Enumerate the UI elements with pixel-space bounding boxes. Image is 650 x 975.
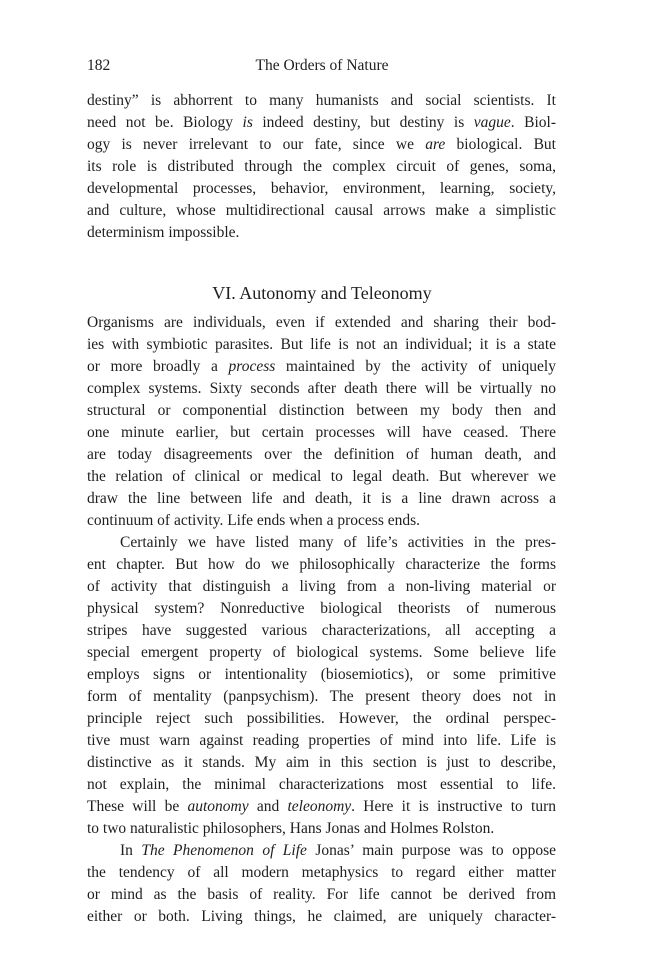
text-line: continuum of activity. Life ends when a process ends. bbox=[87, 512, 421, 529]
italic-phrase: autonomy bbox=[187, 798, 249, 815]
text-line bbox=[120, 840, 556, 862]
section-heading: VI. Autonomy and Teleonomy bbox=[212, 283, 432, 303]
text-run: . Biol- bbox=[510, 114, 556, 131]
italic-phrase: The Phenomenon of Life bbox=[141, 842, 307, 859]
text-line bbox=[87, 134, 556, 156]
text-run: and bbox=[248, 798, 288, 815]
text-run: need not be. Biology bbox=[87, 114, 243, 131]
text-line: draw the line between life and death, it is a line drawn across a bbox=[87, 490, 556, 507]
text-run: indeed destiny, but destiny is bbox=[252, 114, 474, 131]
text-run: or more broadly a bbox=[87, 358, 229, 375]
text-line bbox=[87, 112, 556, 134]
text-line: the tendency of all modern metaphysics to regard either matter bbox=[87, 864, 556, 881]
italic-phrase: process bbox=[228, 358, 276, 375]
text-line: either or both. Living things, he claimed, are uniquely character- bbox=[87, 908, 556, 925]
text-line: to two naturalistic philosophers, Hans Jonas and Holmes Rolston. bbox=[87, 820, 495, 837]
text-line: special emergent property of biological systems. Some believe life bbox=[87, 644, 556, 661]
text-line: physical system? Nonreductive biological theorists of numerous bbox=[87, 600, 556, 617]
text-line: determinism impossible. bbox=[87, 224, 240, 241]
running-title: The Orders of Nature bbox=[255, 57, 389, 74]
text-run: biological. But bbox=[445, 136, 556, 153]
text-line: or mind as the basis of reality. For life cannot be derived from bbox=[87, 886, 556, 903]
text-line: and culture, whose multidirectional causal arrows make a simplistic bbox=[87, 202, 556, 219]
text-line: complex systems. Sixty seconds after death there will be virtually no bbox=[87, 380, 556, 397]
italic-phrase: is bbox=[242, 114, 253, 131]
text-line: its role is distributed through the complex circuit of genes, soma, bbox=[87, 158, 556, 175]
text-line: distinctive as it stands. My aim in this section is just to describe, bbox=[87, 754, 556, 771]
running-head bbox=[87, 57, 557, 81]
text-line: developmental processes, behavior, environment, learning, society, bbox=[87, 180, 556, 197]
text-line: Organisms are individuals, even if extended and sharing their bod- bbox=[87, 314, 556, 331]
text-run: These will be bbox=[87, 798, 188, 815]
text-line bbox=[87, 796, 556, 818]
text-run: ogy is never irrelevant to our fate, since we bbox=[87, 136, 426, 153]
text-line: of activity that distinguish a living from a non-living material or bbox=[87, 578, 556, 595]
text-line: principle reject such possibilities. However, the ordinal perspec- bbox=[87, 710, 556, 727]
text-line: tive must warn against reading properties of mind into life. Life is bbox=[87, 732, 556, 749]
text-run: . Here it is instructive to turn bbox=[351, 798, 556, 815]
page-number: 182 bbox=[87, 57, 111, 74]
text-line: one minute earlier, but certain processes will have ceased. There bbox=[87, 424, 556, 441]
text-line: destiny” is abhorrent to many humanists and social scientists. It bbox=[87, 92, 556, 109]
italic-phrase: teleonomy bbox=[287, 798, 352, 815]
text-run: In bbox=[120, 842, 142, 859]
text-line: not explain, the minimal characterizations most essential to life. bbox=[87, 776, 556, 793]
text-run: Jonas’ main purpose was to oppose bbox=[306, 842, 556, 859]
text-line: are today disagreements over the definition of human death, and bbox=[87, 446, 556, 463]
text-line: Certainly we have listed many of life’s activities in the pres- bbox=[120, 534, 556, 551]
text-line: stripes have suggested various characterizations, all accepting a bbox=[87, 622, 556, 639]
text-line: employs signs or intentionality (biosemiotics), or some primitive bbox=[87, 666, 556, 683]
text-line bbox=[87, 356, 556, 378]
text-run: maintained by the activity of uniquely bbox=[275, 358, 556, 375]
text-line: form of mentality (panpsychism). The present theory does not in bbox=[87, 688, 556, 705]
italic-phrase: are bbox=[425, 136, 446, 153]
italic-phrase: vague bbox=[473, 114, 511, 131]
text-line: ies with symbiotic parasites. But life is not an individual; it is a state bbox=[87, 336, 556, 353]
text-line: structural or componential distinction between my body then and bbox=[87, 402, 556, 419]
text-line: the relation of clinical or medical to legal death. But wherever we bbox=[87, 468, 556, 485]
text-line: ent chapter. But how do we philosophically characterize the forms bbox=[87, 556, 556, 573]
